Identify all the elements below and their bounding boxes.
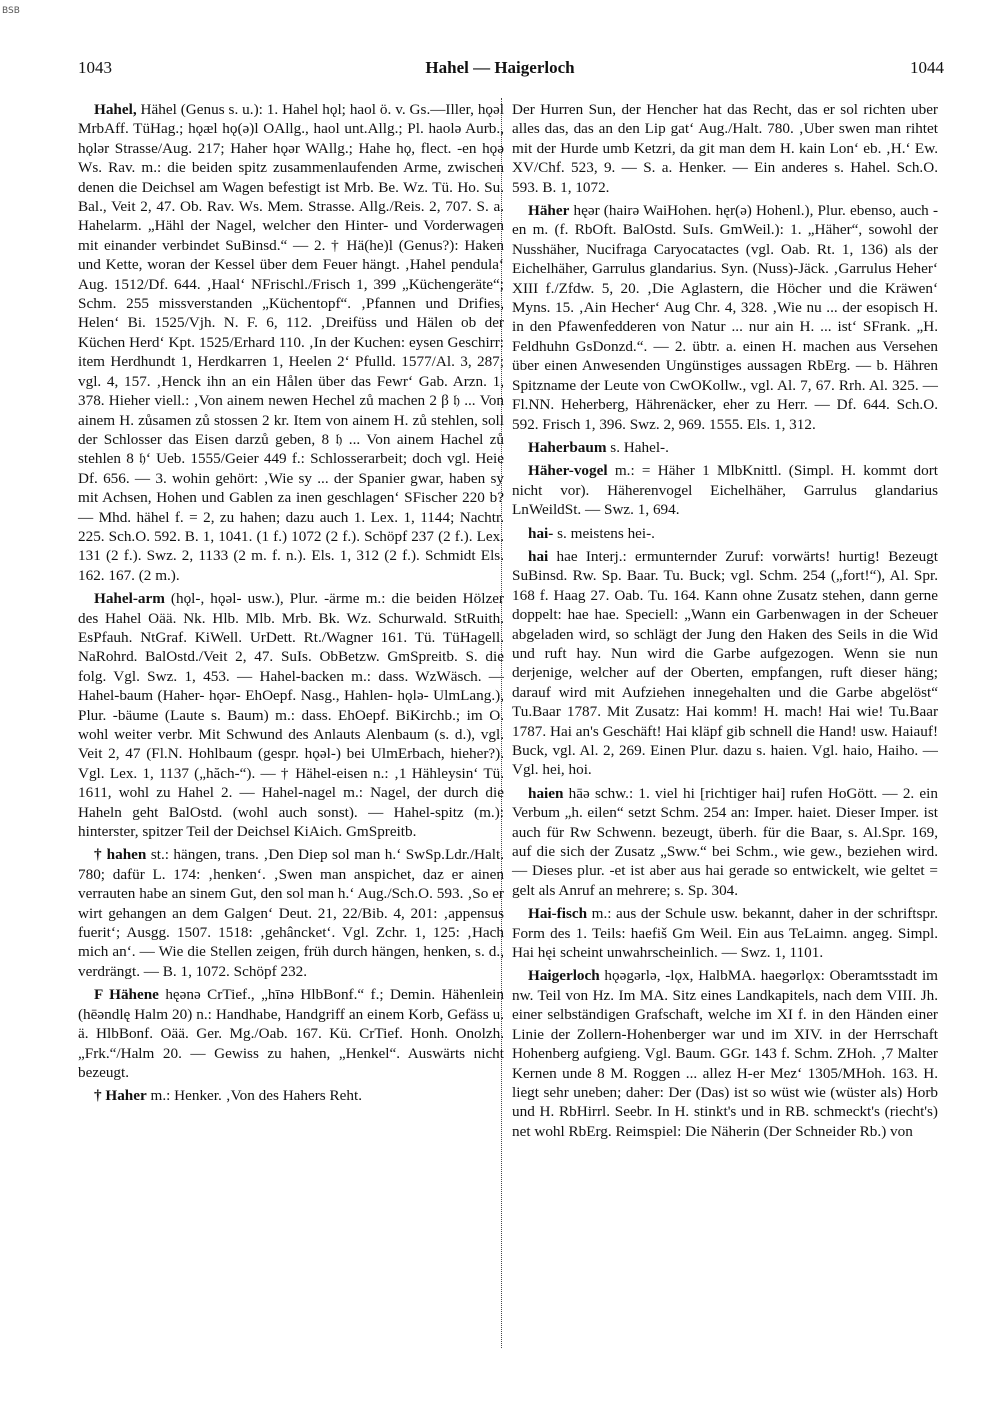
headword: F Hähene [94, 986, 159, 1004]
entry-text: m.: Henker. ‚Von des Hahers Reht. [146, 1087, 362, 1105]
entry-text: st.: hängen, trans. ‚Den Diep sol man h.‘ SwSp.Ldr./Halt. 780; dafür L. 174: ‚henken‘. ‚Swen man anspichet, daz er ainen verrauten habe an sinem Gut, den sol man h.‘ Aug./Sch.O. 593. ‚So er wirt gehangen an dem Galgen‘ Deut. 21, 22/Bib. 4, 201: ‚appensus fuerit‘; Ausgg. 1507. 1518: ‚gehâncket‘. Vgl. Zchr. 1, 125: ‚Hach mich an‘. — Wie die Stellen zeigen, früh durch hängen, henken, s. d., verdrängt. — B. 1, 1072. Schöpf 232. [78, 846, 505, 980]
entry-text: Der Hurren Sun, der Hencher hat das Recht, das er sol richten uber alles das, das an den Lip gat‘ Aug./Halt. 780. ‚Uber swen man rihtet mit der Hurde umb Ketzri, da git man dem H. kain Lon‘ eb. ‚H.‘ Ew. XV/Chf. 523, 9. — S. a. Henker. — Ein anderes s. Hahel. Sch.O. 593. B. 1, 1072. [512, 101, 938, 196]
entry-haigerloch [512, 966, 938, 1141]
entry-haher-continued [512, 100, 938, 197]
entry-haeher [512, 201, 938, 434]
headword: haien [528, 784, 564, 802]
entry-text: s. Hahel-. [606, 438, 669, 456]
entry-text: (hǫl-, hǫəl- usw.), Plur. -ärme m.: die beiden Hölzer des Hahel Oää. Nk. Hlb. Mlb. Mrb. Bk. Wz. Schurwald. StRuith. EsPfauh. NtGraf. KiWell. UrDett. Rt./Wagner 161. Tü. TüHagell. NaRohrd. BalOstd./Veit 2, 47. SuIs. ObBetzw. GmSpreitb. S. die folg. Vgl. Swz. 1, 453. — Hahel-backen m.: dass. WzWäsch. — Hahel-baum (Haher- hǫər- EhOepf. Nasg., Hahlen- hǫlə- UlmLang.), Plur. -bäume (Laute s. Baum) m.: dass. EhOepf. BiKirchb.; im O. wohl weiter verbr. Mit Schwund des Anlauts Alenbaum (s. d.), vgl. Veit 2, 47 (Fl.N. Hohlbaum (gespr. hǫəl-) bei UlmErbach, hieher?). Vgl. Lex. 1, 1137 („hăch-“). — † Hähel-eisen n.: ‚1 Hähleysin‘ Tü. 1611, wohl zu Hahel 2. — Hahel-nagel m.: Nagel, der durch die Haheln geht BalOstd. (wohl auch sonst). — Hahel-spitz (m.): hinterster, spitzer Teil der Deichsel KiAich. GmSpreitb. [78, 590, 504, 841]
entry-hahel [78, 100, 504, 585]
entry-haeher-vogel [512, 461, 938, 519]
entry-hai-fisch [512, 904, 938, 962]
page-number-right: 1044 [910, 58, 944, 77]
right-column [512, 100, 938, 1145]
running-head: Hahel — Haigerloch [425, 58, 575, 77]
entry-text: m.: = Häher 1 MlbKnittl. (Simpl. H. kommt dort nicht vor). Häherenvogel Eichelhäher, Garrulus glandarius LnWeildSt. — Swz. 1, 694. [512, 462, 938, 519]
headword: † hahen [94, 846, 147, 864]
entry-text: hęənə CrTief., „hīnə HlbBonf.“ f.; Demin. Hähenlein (hēəndlę Halm 20) n.: Handhabe, Handgriff an einem Korb, Gefäss u. ä. HlbBonf. Oää. Ger. Mg./Oab. 167. Kü. CrTief. Honh. Onolzh. „Frk.“/Halm 20. — Gewiss zu hahen, „Henkel“. Auswärts nicht bezeugt. [78, 986, 505, 1081]
page-number-left: 1043 [78, 58, 112, 77]
entry-hahel-arm [78, 589, 504, 841]
entry-hai-prefix [512, 524, 938, 543]
entry-hahen [78, 845, 504, 981]
entry-text: hae Interj.: ermunternder Zuruf: vorwärts! hurtig! Bezeugt SuBinsd. Rw. Sp. Baar. Tu. Buck; vgl. Schm. 254 („fort!“), Al. Spr. 168 f. Haag 27. Oab. Tu. 164. Kann ohne Zusatz stehen, dann gerne doppelt: hae hae. Speciell: „Wann ein Garbenwagen in der Scheuer abgeladen wird, so schlägt der Jung den Haken des Seils in die Wid und ruft hay. Nun wird die Garbe aufgezogen. Wenn sie nun derjenige, welcher auf der Oberten, empfangen, ruft dieser häng; darauf wird mit Aufziehen innegehalten und die Garbe abgelöst“ Tu.Baar 1787. Mit Zusatz: Hai komm! H. mach! Hai wie! Tu.Baar 1787. Hai an's Geschäft! Hai kläpf gib schnell die Hand! usw. Haiauf! Buck, vgl. Al. 2, 269. Einen Plur. dazu s. haien. Vgl. haio, Haiho. — Vgl. hei, hoi. [512, 547, 938, 779]
scan-stamp: BSB [2, 6, 20, 16]
entry-text: Hähel (Genus s. u.): 1. Hahel hǫl; haol ö. v. Gs.—Iller, hǫəl MrbAff. TüHag.; hǫæl hǫ(ə)l OAllg., haol unt.Allg.; Pl. haolə Aurb., hǫlər Strasse/Aug. 217; Haher hǫər WAllg.; Hahe hǫ, flect. -en hǫə Ws. Rav. m.: die beiden spitz zusammenlaufenden Arme, zwischen denen die Deichsel am Wagen befestigt ist Mrb. Be. Wz. Tü. Ho. Su. Bal., Veit 2, 47. Ob. Rav. Ws. Mem. Strasse. Allg./Reis. 2, 707. S. a. Hahelarm. „Hähl der Nagel, welcher den Hinter- und Vorderwagen mit einander verbindet SuBinsd.“ — 2. † Hä(he)l (Genus?): Haken und Kette, woran der Kessel über dem Feuer hängt. ‚Hahel pendula‘ Aug. 1512/Df. 644. ‚Haal‘ NFrischl./Frisch 1, 399 „Küchengeräte“; Schm. 255 missverstanden „Küchentopf“. ‚Pfannen und Drifies, Helen‘ Bi. 1525/Vjh. N. F. 6, 112. ‚Dreifüss und Hälen ob der Küchen Herd‘ Kpt. 1525/Erhard 110. ‚In der Kuchen: eysen Geschirr: item Herdhundt 1, Herdkarren 1, Heelen 2‘ Pfulld. 1577/Al. 3, 287; vgl. 4, 157. ‚Henck ihn an ein Hålen über das Fewr‘ Gab. Arzn. 1, 378. Hieher viell.: ‚Von ainem newen Hechel zů machen 2 β 𝔥 ... Von ainem H. zůsamen zů stossen 2 kr. Item von ainem H. zů stehlen, soll der Schlosser das Eisen darzů geben, 8 𝔥 ... Von ainem Hachel zů stehlen 8 𝔥‘ Ueb. 1555/Geier 449 f.: Schlosserarbeit; doch vgl. Heie Df. 656. — 3. wohin gehört: ‚Wie sy ... der Spanier gwar, haben sy mit Achsen, Hohen und Gablen za inen geschlagen‘ SFischer 220 b? — Mhd. hähel f. = 2, zu hahen; dazu auch 1. Lex. 1, 1144; Nachtr. 225. Sch.O. 592. B. 1, 1041. (1 f.) 1072 (2 f.). Schöpf 237 (2 f.). Lex. 131 (2 f.). Swz. 2, 1133 (2 m. f. n.). Els. 1, 312 (2 f.). Schmidt Els. 162. 167. (2 m.). [78, 101, 504, 584]
entry-text: hęər (hairə WaiHohen. hęr(ə) Hohenl.), Plur. ebenso, auch -en m. (f. RbOft. BalOstd. SuIs. GmWeil.): 1. „Häher“, sowohl der Nusshäher, Nucifraga Caryocatactes (vgl. Oab. Rt. 1, 136) als der Eichelhäher, Garrulus glandarius. Syn. (Nuss)-Jäck. ‚Garrulus Heher‘ XIII f./Zfdw. 5, 20. ‚Die Aglastern, die Höcher und die Kräwen‘ Myns. 15. ‚Ain Hecher‘ Aug Chr. 4, 328. ‚Wie nu ... der esopisch H. in den Pfawenfedderen von Natur ... nur ain H. ... ist‘ SFrank. „H. Feldhuhn GsDonzd.“. — 2. übtr. a. einen H. machen aus Versehen über einen Anwesenden Ungünstiges aussagen RbErg. — b. Hähren Spitzname der Leute von CwOKollw., vgl. Al. 7, 67. Rrh. Al. 325. — Fl.NN. Heherberg, Hährenäcker, eher zu Herr. — Df. 644. Sch.O. 592. Frisch 1, 396. Swz. 2, 969. 1555. Els. 1, 312. [512, 202, 938, 433]
headword: Hai-fisch [528, 905, 588, 923]
headword: Hahel-arm [94, 590, 165, 608]
headword: Haigerloch [528, 967, 600, 985]
headword: Haherbaum [528, 438, 607, 456]
entry-haherbaum [512, 438, 938, 457]
headword: Häher [528, 202, 570, 220]
entry-hai [512, 547, 938, 780]
headword: † Haher [94, 1087, 147, 1105]
entry-haien [512, 784, 938, 900]
entry-text: hǫəgərlə, -lǫx, HalbMA. haegərlǫx: Oberamtsstadt im nw. Teil von Hz. Im MA. Sitz eines Landkapitels, nach dem VIII. Jh. einer selbständigen Grafschaft, welche im XI f. in den Händen einer Linie der Zollern-Hohenberger war und im XIV. in der Herrschaft Hohenberg aufgieng. Vgl. Baum. GGr. 143 f. Schm. ZHoh. ‚7 Malter Kernen unde 8 M. Roggen ... allez H-er Mez‘ 1305/MHoh. 163. H. liegt sehr uneben; daher: Der (Das) ist so wüst wie (wüster als) Horb und H. RbHirrl. Seebr. In H. stinkt's und in RB. schmeckt's (riecht's) net wohl RbErg. Reimspiel: Die Näherin (Der Schneider Rb.) von [512, 967, 938, 1140]
headword: hai [528, 547, 549, 565]
headword: Häher-vogel [528, 462, 608, 480]
entry-text: hāə schw.: 1. viel hi [richtiger hai] rufen HoGött. — 2. ein Verbum „h. eilen“ setzt Schm. 254 an: Imper. haiet. Dieser Imper. ist auch für Rw Schwenn. bezeugt, überh. für die Baar, s. Al.Spr. 169, auf die sich der Zusatz „Sww.“ bei Schm., wie gew., beziehen wird. — Dieses plur. -et ist aber aus hai gerade so entwickelt, wie geltet = gelt als Anruf an mehrere; s. Sp. 304. [512, 784, 938, 899]
entry-haher [78, 1086, 504, 1105]
entry-text: m.: aus der Schule usw. bekannt, daher in der schriftspr. Form des 1. Teils: haefiš Gm Weil. Ein aus TeLaimn. angeg. Simpl. Hai hęi scheint unwahrscheinlich. — Swz. 1, 1101. [512, 905, 938, 962]
entry-haehene [78, 985, 504, 1082]
headword: Hahel, [94, 101, 137, 118]
left-column [78, 100, 504, 1110]
entry-text: s. meistens hei-. [553, 524, 655, 542]
headword: hai- [528, 524, 554, 542]
